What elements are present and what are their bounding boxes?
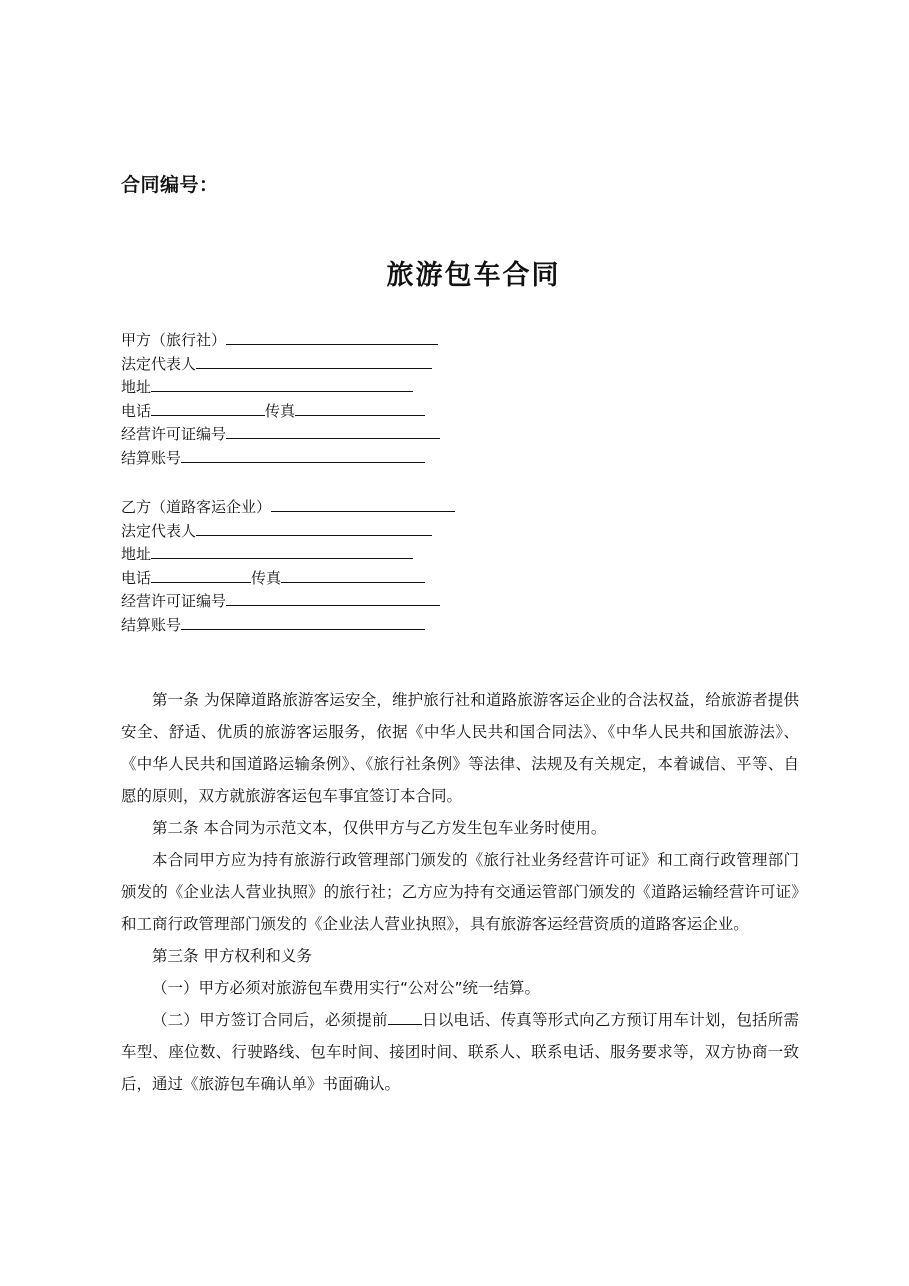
article-1: 第一条 为保障道路旅游客运安全，维护旅行社和道路旅游客运企业的合法权益，给旅游者提供安全、舒适、优质的旅游客运服务，依据《中华人民共和国合同法》、《中华人民共和国旅游法》、《中华人民共和国道路运输条例》、《旅行社条例》等法律、法规及有关规定，本着诚信、平等、自愿的原则，双方就旅游客运包车事宜签订本合同。 [121,691,799,805]
party-b-license-label: 经营许可证编号 [121,592,227,610]
contract-number-label: 合同编号： [121,174,219,196]
party-b-license-blank[interactable] [226,588,440,606]
party-b-license-row [121,588,455,612]
contract-body [121,684,799,1100]
party-b-address-row [121,541,455,565]
article-2: 第二条 本合同为示范文本，仅供甲方与乙方发生包车业务时使用。 [152,819,607,837]
party-a-phone-label: 电话 [121,401,152,420]
party-b-name-row [121,494,455,518]
party-a-fax-label: 传真 [265,401,296,420]
party-b-legal-rep-blank[interactable] [196,518,432,536]
party-b-block [121,494,455,635]
party-a-license-row [121,421,440,445]
party-a-name-row [121,327,440,351]
party-b-phone-row [121,565,455,589]
party-a-account-row [121,445,440,469]
party-a-name-label: 甲方（旅行社） [121,331,227,349]
party-b-account-blank[interactable] [181,612,425,630]
party-a-address-label: 地址 [121,378,152,396]
party-a-fax-blank[interactable] [295,398,425,416]
party-b-legal-rep-row [121,518,455,542]
party-b-legal-rep-label: 法定代表人 [121,521,197,540]
party-b-address-blank[interactable] [151,541,413,559]
party-a-license-label: 经营许可证编号 [121,425,227,443]
party-b-fax-label: 传真 [251,568,282,587]
party-b-fax-blank[interactable] [281,565,425,583]
item-2-text-after: 日以电话、传真等形式向乙方预订用车计划，包括所需车型、座位数、行驶路线、包车时间、接团时间、联系人、联系电话、服务要求等，双方协商一致后，通过《旅游包车确认单》书面确认。 [121,1011,799,1093]
party-b-address-label: 地址 [121,545,152,563]
advance-days-blank[interactable] [388,1010,422,1025]
party-b-phone-blank[interactable] [151,565,251,583]
party-b-name-label: 乙方（道路客运企业） [121,498,272,516]
party-b-name-blank[interactable] [271,494,455,512]
party-a-license-blank[interactable] [226,421,440,439]
party-b-account-row [121,612,455,636]
party-b-account-label: 结算账号 [121,615,182,634]
party-a-phone-blank[interactable] [151,398,265,416]
party-a-account-label: 结算账号 [121,448,182,467]
article-3-item-1: （一）甲方必须对旅游包车费用实行“公对公”统一结算。 [152,979,541,997]
party-a-legal-rep-row [121,351,440,375]
party-b-phone-label: 电话 [121,568,152,587]
item-2-text-before: （二）甲方签订合同后，必须提前 [152,1011,388,1029]
article-2-detail: 本合同甲方应为持有旅游行政管理部门颁发的《旅行社业务经营许可证》和工商行政管理部门颁发的《企业法人营业执照》的旅行社；乙方应为持有交通运管部门颁发的《道路运输经营许可证》和工商行政管理部门颁发的《企业法人营业执照》，具有旅游客运经营资质的道路客运企业。 [121,851,799,933]
party-a-account-blank[interactable] [181,445,425,463]
party-a-address-row [121,374,440,398]
party-a-address-blank[interactable] [151,374,413,392]
party-a-block [121,327,440,468]
party-a-legal-rep-label: 法定代表人 [121,354,197,373]
article-3-item-2 [121,1004,799,1100]
party-a-name-blank[interactable] [226,327,438,345]
party-a-phone-row [121,398,440,422]
article-3-heading: 第三条 甲方权利和义务 [152,947,312,965]
party-a-legal-rep-blank[interactable] [196,351,432,369]
contract-title: 旅游包车合同 [386,260,561,291]
